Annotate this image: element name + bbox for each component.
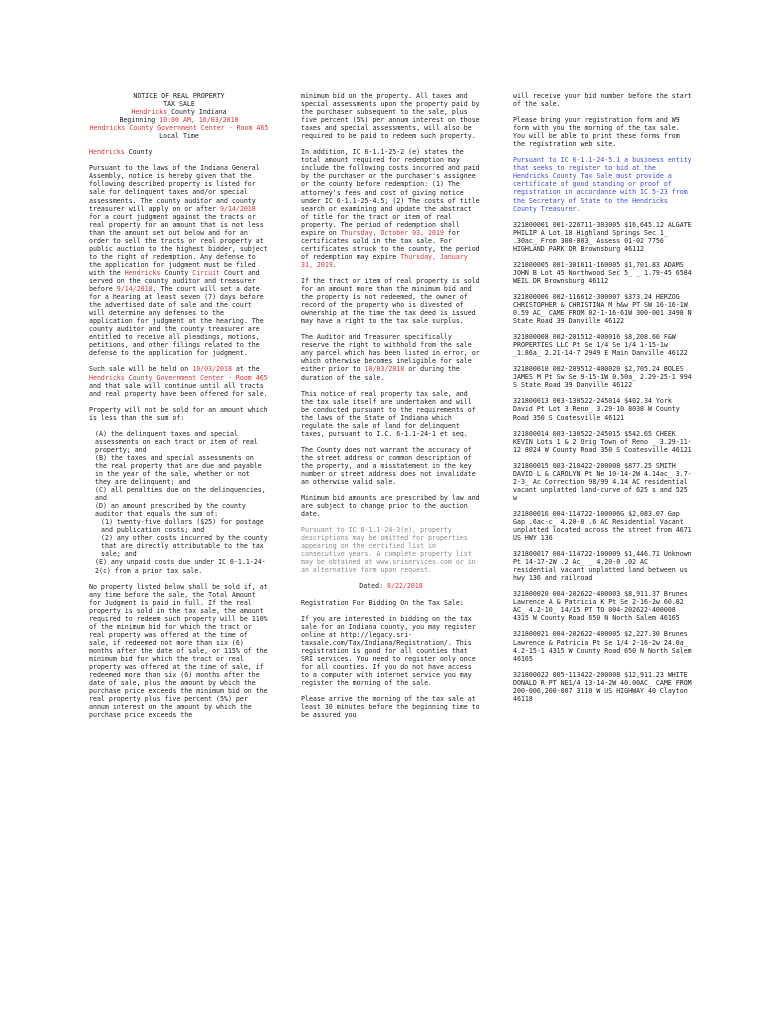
county-name: Hendricks (131, 108, 168, 117)
property-listing: 321800020 004-202622-400003 $8,911.37 Brunes Lawrence A & Patricia K Pt Se 2-16-2w 60.82 AC_ 4.2-10_ 14/15 PT TO 004-202622-400008 4315 W County Road 650 N North Salem 46165 (513, 590, 692, 623)
paragraph-laws: This notice of real property tax sale, and the tax sale itself are undertaken and will be conducted pursuant to the requirements of the laws of the State of Indiana which regulate the sale of land for delinquent taxes, pursuant to I.C. 6-1.1-24-1 et seq. (301, 389, 480, 438)
county-state: County Indiana (167, 108, 227, 117)
county-label-suffix: County (124, 148, 153, 157)
column-2 (301, 92, 484, 727)
column-3 (513, 92, 695, 711)
paragraph-warranty: The County does not warrant the accuracy of the street address or common description of the property, and a misstatement in the key number or street address does not invalidate an otherwise valid sale. (301, 445, 480, 487)
text-run: at the (231, 365, 264, 374)
text-run: or during the duration of the sale. (301, 365, 464, 382)
paragraph-withhold (301, 333, 484, 382)
county-label-name: Hendricks (89, 148, 125, 157)
item-c: (C) all penalties due on the delinquencies, and (95, 486, 270, 503)
notice-heading (89, 92, 273, 141)
property-listing: 321800008 002-201512-400016 $8,208.60 F&W PROPERTIES LLC Pt Se 1/4 Se 1/4 1-15-1w _1.86a_ 2.21-14-7 2949 E Main Danville 46122 (513, 333, 688, 358)
paragraph-redemption-costs (301, 148, 484, 269)
paragraph-judgment (89, 164, 272, 358)
paragraph-registration: If you are interested in bidding on the tax sale for an Indiana county, you may register online at http://legacy.sri-taxsale.com/Tax/Indiana/Registration/. This registration is good for all counties that SRI services. You need to register only once for all counties. If you do not have access to a computer with internet service you may register the morning of the sale. (301, 614, 480, 687)
item-b: (B) the taxes and special assessments on the real property that are due and payable in the year of the sale, whether or not they are delinquent; and (95, 453, 266, 487)
local-time-label: Local Time (159, 124, 273, 141)
item-d1: (1) twenty-five dollars ($25) for postage and publication costs; and (101, 518, 268, 535)
title-line-2: TAX SALE (163, 100, 195, 109)
item-d: (D) an amount prescribed by the county auditor that equals the sum of: (95, 502, 250, 519)
paragraph-omitted-descriptions: Pursuant to IC 6-1.1-24-3(e), property descriptions may be omitted for properties appearing on the certified list in consecutive years. A complete property list may be obtained at www.sriservices.com or in an alternative form upon request. (301, 526, 480, 575)
filing-deadline: 9/14/2018 (116, 285, 153, 294)
paragraph-surplus: If the tract or item of real property is sold for an amount more than the minimum bid and the property is not redeemed, the owner of record of the property who is divested of ownership at the time the tax deed is issued may have a right to the tax sale surplus. (301, 276, 484, 326)
text-run: for a court judgment against the tracts or real property for an amount that is not less than the amount set out below and for an order to sell the tracts or real property at public auction to the highest bidder, subject to the right of redemption. Any defense to the application for judgment must be filed with the (89, 204, 272, 277)
text-run: for certificates sold in the tax sale. For certificates struck to the county, the period of redemption may expire (301, 228, 484, 261)
paragraph-sale-held (89, 365, 272, 398)
paragraph-business-entity: Pursuant to IC 6-1.1-24-5.1 a business entity that seeks to register to bid at the Hendricks County Tax Sale must provide a certificate of good standing or proof of registration in accordance with IC 5-23 from the Secretary of State to the Hendricks County Treasurer. (513, 156, 696, 213)
property-listing: 321800015 003-210422-200008 $877.25 SMITH DAVID L & CAROLYN Pt Ne 10-14-2W 4.14ac_ 3.7-2-3_ Ac Correction 98/99 4.14 AC residential vacant unplatted land-curve of 625 s and 525 w (513, 461, 692, 502)
property-listing: 321800010 002-209512-400020 $2,705.24 BOLES JAMES M Pt Sw Se 9-15-1W 0.50a_ 2.29-25-1 994 S State Road 39 Danville 46122 (513, 365, 696, 390)
county-ref: Hendricks (124, 268, 161, 277)
beginning-label: Beginning (119, 116, 160, 125)
dated-value: 8/22/2018 (387, 582, 423, 591)
paragraph-minimum-sum: Property will not be sold for an amount which is less than the sum of: (89, 405, 272, 422)
court-type: Circuit (192, 268, 221, 277)
property-listing: 321800006 002-116612-300007 $373.24 HERZOG CHRISTOPHER & CHRISTINA M h&w PT SW 16-16-1W 0.59 AC_ CAME FROM 02-1-16-61W 300-001 3498 N State Road 39 Danville 46122 (513, 292, 696, 326)
property-listing: 321800001 001-226711-303005 $16,645.12 ALGATE PHILIP A Lot 18 Highland Springs Sec 1_ .30ac_ From 300-003_ Assess 01-02 7756 HIGHLAND PARK DR Brownsburg 46112 (513, 220, 696, 253)
text-run: The Auditor and Treasurer specifically reserve the right to withhold from the sale any parcel which has been listed in error, or which otherwise becomes ineligible for sale either prior to (301, 333, 484, 374)
text-run: In addition, IC 6-1.1-25-2 (e) states the total amount required for redemption may include the following costs incurred and paid by the purchaser or the purchaser's assignee or the county before redemption: (1) The attorney's fees and cost of giving notice under IC 6-1.1-25-4.5; (2) The costs of title search or examining and update the abstract of title for the tract or item of real property. The period of redemption shall expire on (301, 148, 484, 237)
registration-heading: Registration For Bidding On the Tax Sale: (301, 598, 464, 607)
property-listing: 321800005 001-301611-160005 $1,701.83 ADAMS JOHN B Lot 45 Northwood Sec 5_ _ 1.79-45 6584 WEIL DR Brownsburg 46112 (513, 260, 696, 285)
judgment-date: 9/14/2018 (220, 204, 256, 213)
sale-location-inline: Hendricks County Government Center - Room 465 (89, 373, 268, 382)
property-listing: 321800016 004-114722-100006G $2,083.07 Gap Gap .6ac-c_ 4.20-8 .6 AC Residential Vacant unplatted located across the street from 4671 US HWY 136 (513, 509, 696, 543)
dated-line (301, 582, 481, 590)
item-e: (E) any unpaid costs due under IC 6-1.1-24-2(c) from a prior tax sale. (95, 558, 266, 575)
paragraph-minimum-bid: minimum bid on the property. All taxes and special assessments upon the property paid by the purchaser subsequent to the sale, plus five percent (5%) per annum interest on those taxes and special assessments, will also be required to be paid to redeem such property. (301, 92, 484, 141)
property-listing: 321800022 005-113422-200008 $12,911.23 WHITE DONALD R PT NE1/4 13-14-2W 40.00AC_ CAME FROM 200-006,200-007 3110 W US HIGHWAY 40 Clayton 46118 (513, 670, 696, 703)
sale-date: 10/03/2018 (192, 365, 232, 374)
paragraph-bid-amounts: Minimum bid amounts are prescribed by law and are subject to change prior to the auction date. (301, 494, 484, 519)
text-run: Pursuant to the laws of the Indiana General Assembly, notice is hereby given that the following described property is listed for sale for delinquent taxes and/or special assessments. The county auditor and county treasurer will apply on or after (89, 164, 264, 213)
property-listing: 321800013 003-130522-245014 $402.34 York David Pt Lot 3 Reno_ 3.29-10 8038 W County Road 350 S Coatesville 46121 (513, 397, 684, 422)
withhold-date: 10/03/2018 (364, 365, 405, 374)
dated-label: Dated: (359, 582, 388, 591)
item-a: (A) the delinquent taxes and special assessments on each tract or item of real property; and (95, 429, 262, 454)
column-1 (89, 92, 273, 727)
paragraph-arrival: Please arrive the morning of the tax sale at least 30 minutes before the beginning time to be assured you (301, 695, 484, 720)
beginning-time: 10:00 AM, 10/03/2018 (159, 116, 239, 125)
text-run: . (332, 260, 337, 269)
sale-location: Hendricks County Government Center - Room 465 (89, 124, 269, 133)
item-d2: (2) any other costs incurred by the county that are directly attributable to the tax sale; and (101, 534, 272, 559)
property-listing: 321800017 004-114722-100009 $1,446.71 Unknown Pt 14-17-2W .2 Ac_ _ 4.20-0 .02 AC residential vacant unplatted land between us hwy 136 and railroad (513, 550, 696, 583)
text-run: and that sale will continue until all tracts and real property have been offered for sale. (89, 373, 272, 398)
paragraph-redemption: No property listed below shall be sold if, at any time before the sale, the Total Amount for Judgment is paid in full. If the real property is sold in the tax sale, the amount required to redeem such property will be 110% of the minimum bid for which the tract or real property was offered at the time of sale, if redeemed not more than six (6) months after the date of sale, or 115% of the minimum bid for which the tract or real property was offered at the time of sale, if redeemed more than six (6) months after the date of sale, plus the amount by which the purchase price exceeds the minimum bid on the real property plus five percent (5%) per annum interest on the amount by which the purchase price exceeds the (89, 582, 272, 720)
property-listing: 321800014 003-130522-245015 $542.65 CHEEK KEVIN Lots 1 & 2 Orig Town of Reno _ 3.29-11-12 8024 W County Road 350 S Coatesville 46121 (513, 429, 692, 454)
property-listing: 321800021 004-202622-400005 $2,227.30 Brunes Lawrence & Patricia Pt Se 1/4 2-16-2w 24.0a_ 4.2-15-1 4315 W County Road 650 N North Salem 46165 (513, 630, 696, 663)
county-redemption-date: Thursday, January 31, 2019 (301, 252, 472, 269)
text-run: Such sale will be held on (89, 365, 193, 374)
text-run: County (160, 268, 193, 277)
text-run: . The court will set a date for a hearing at least seven (7) days before the advertised date of sale and the court will determine any defenses to the application for judgment at the hearing. The county auditor and the county treasurer are entitled to receive all pleadings, motions, petitions, and other filings related to the defense to the application for judgment. (89, 285, 268, 358)
redemption-expiry-date: Thursday, October 03, 2019 (340, 228, 444, 237)
paragraph-forms: Please bring your registration form and W9 form with you the morning of the tax sale. You will be able to print these forms from the registration web site. (513, 116, 684, 149)
title-line-1: NOTICE OF REAL PROPERTY (133, 92, 225, 100)
county-label (89, 148, 269, 156)
text-run: Court and served on the county auditor and treasurer before (89, 268, 264, 294)
paragraph-bid-number: will receive your bid number before the start of the sale. (513, 92, 696, 109)
